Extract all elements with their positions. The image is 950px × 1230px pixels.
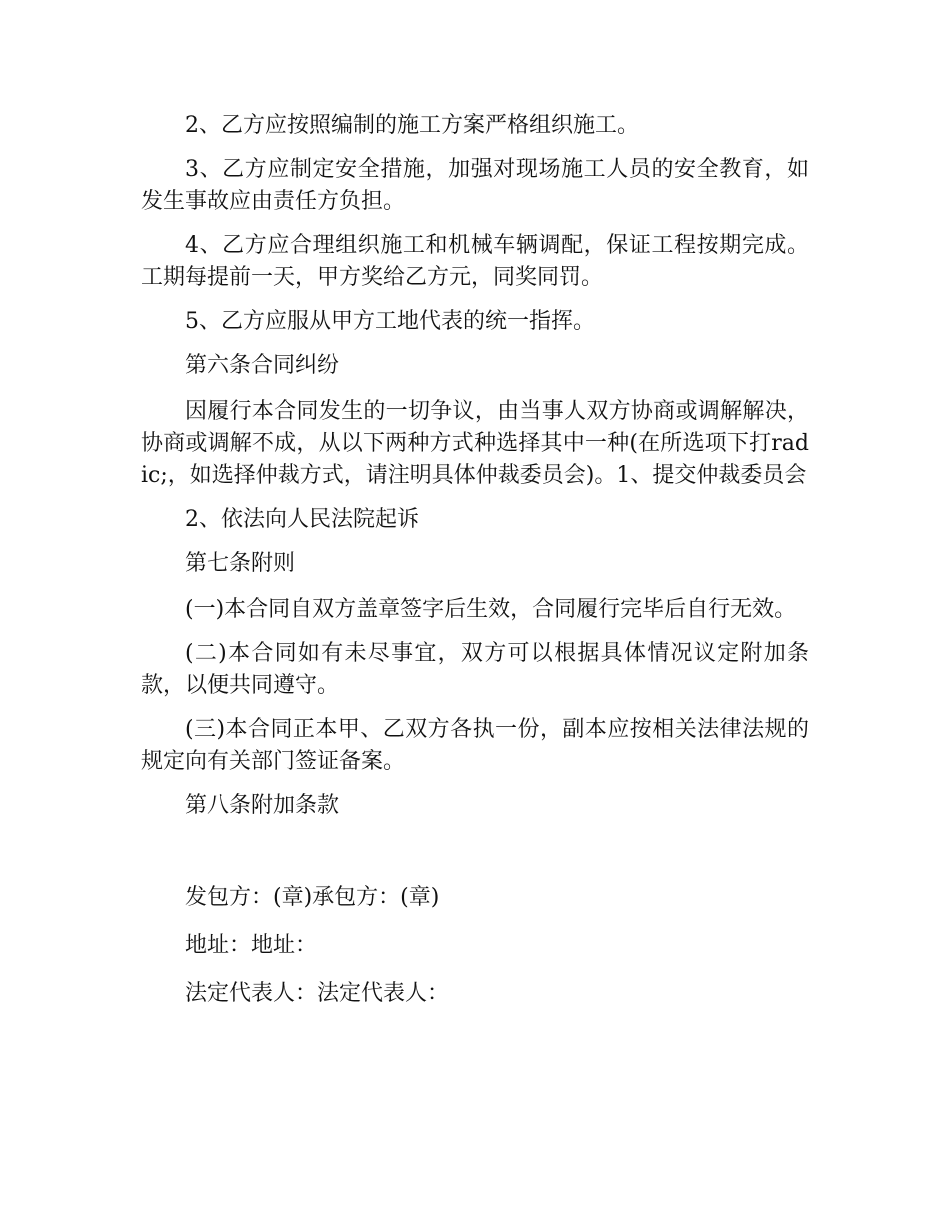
article-7-item-1: (一)本合同自双方盖章签字后生效，合同履行完毕后自行无效。 [185, 597, 797, 622]
blank-space [141, 836, 809, 882]
clause-5-2: 2、乙方应按照编制的施工方案严格组织施工。 [185, 113, 639, 138]
clause-5-3: 3、乙方应制定安全措施，加强对现场施工人员的安全教育，如发生事故应由责任方负担。 [141, 157, 809, 214]
article-6-option-2: 2、依法向人民法院起诉 [185, 507, 419, 532]
article-7-item-3: (三)本合同正本甲、乙双方各执一份，副本应按相关法律法规的规定向有关部门签证备案。 [141, 717, 809, 774]
clause-5-5: 5、乙方应服从甲方工地代表的统一指挥。 [185, 309, 595, 334]
signature-address: 地址：地址： [185, 933, 318, 958]
signature-legal-representative: 法定代表人：法定代表人： [185, 981, 450, 1006]
article-7-item-2: (二)本合同如有未尽事宜，双方可以根据具体情况议定附加条款，以便共同遵守。 [141, 641, 809, 698]
article-8-heading: 第八条附加条款 [185, 793, 340, 818]
signature-parties: 发包方：(章)承包方：(章) [185, 885, 440, 910]
clause-5-4: 4、乙方应合理组织施工和机械车辆调配，保证工程按期完成。工期每提前一天，甲方奖给乙方元，同奖同罚。 [141, 233, 809, 290]
article-6-heading: 第六条合同纠纷 [185, 353, 340, 378]
article-6-dispute-text: 因履行本合同发生的一切争议，由当事人双方协商或调解解决，协商或调解不成，从以下两种方式种选择其中一种(在所选项下打radic;，如选择仲裁方式，请注明具体仲裁委员会)。1、提交仲裁委员会 [141, 399, 809, 488]
article-7-heading: 第七条附则 [185, 551, 296, 576]
document-body [141, 110, 809, 1026]
